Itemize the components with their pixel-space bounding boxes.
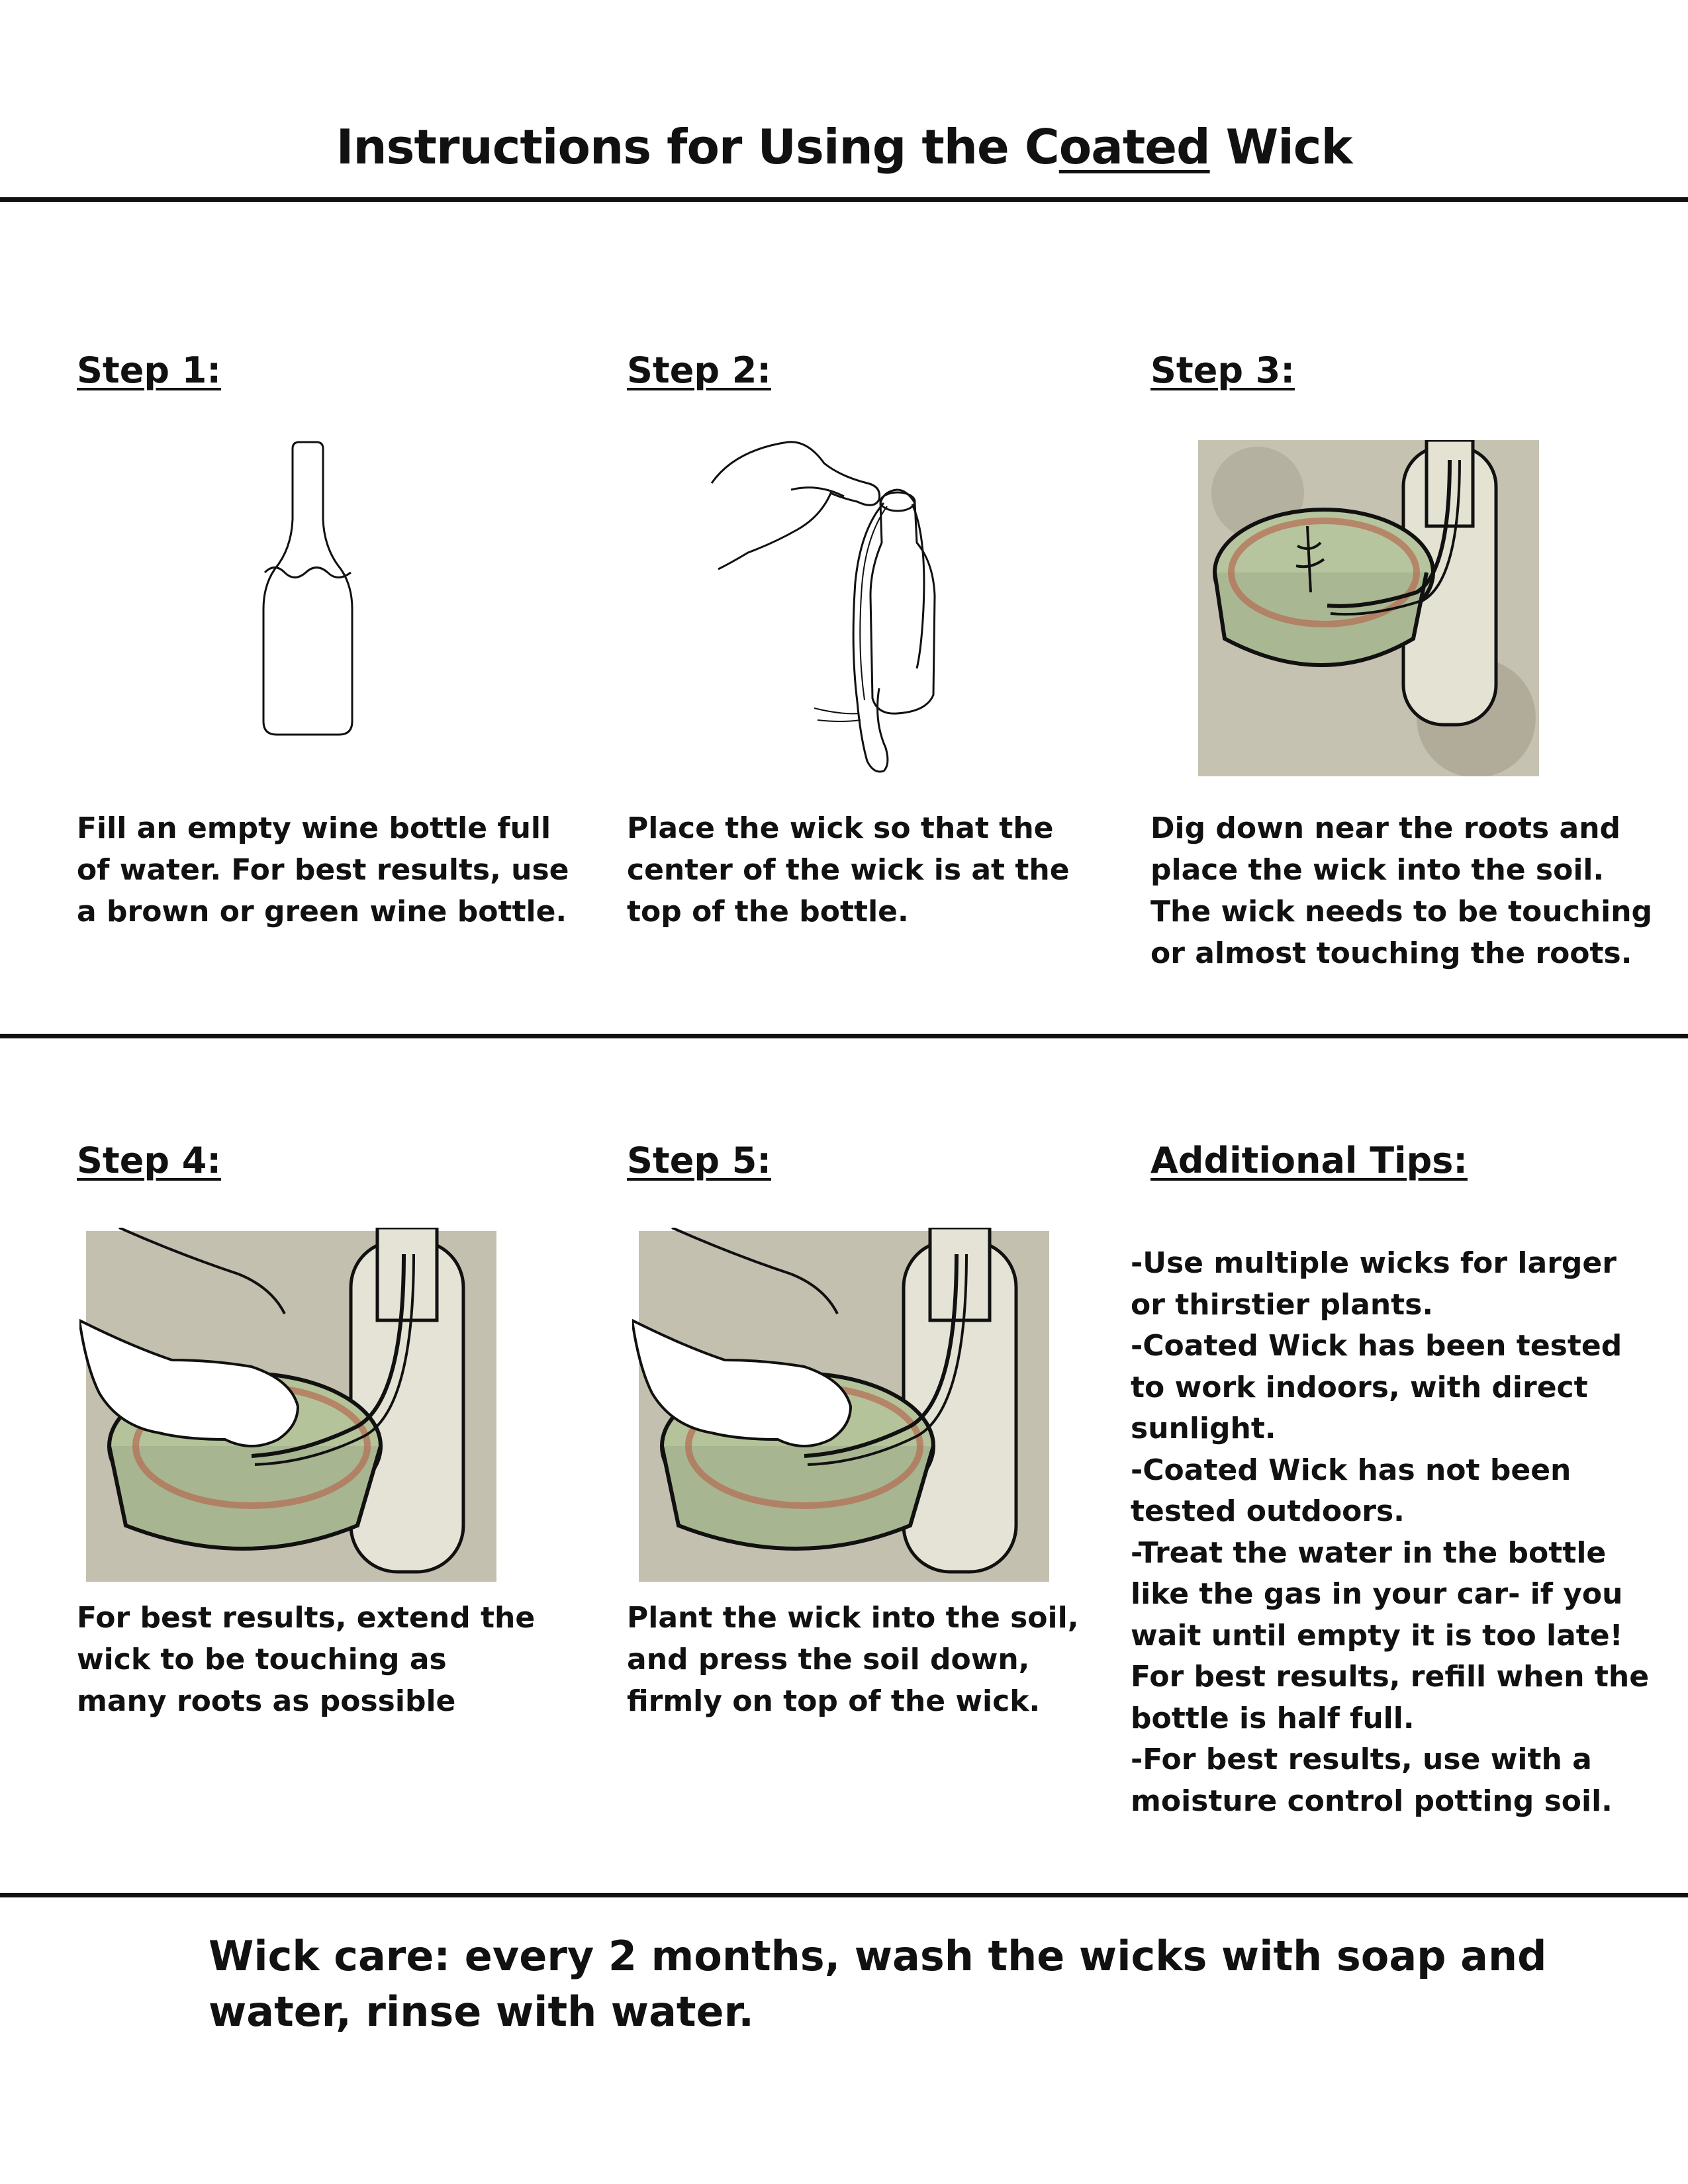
- step-4-heading: Step 4:: [77, 1140, 221, 1181]
- divider-top: [0, 197, 1688, 202]
- hand-extending-wick-photo: [79, 1228, 500, 1585]
- step-2-heading: Step 2:: [627, 349, 771, 391]
- step-2-description: Place the wick so that the center of the wick is at the top of the bottle.: [627, 811, 1070, 929]
- step-5-description: Plant the wick into the soil, and press the soil down, firmly on top of the wick.: [627, 1601, 1079, 1718]
- tip-item: -Use multiple wicks for larger or thirstier plants.: [1131, 1246, 1617, 1322]
- additional-tips-heading: Additional Tips:: [1150, 1140, 1468, 1181]
- title-text-start: Instructions for Using the C: [336, 119, 1059, 175]
- step-4-description: For best results, extend the wick to be touching as many roots as possible: [77, 1601, 536, 1718]
- step-1-description: Fill an empty wine bottle full of water. For best results, use a brown or green wine bottle.: [77, 811, 569, 929]
- wine-bottle-illustration: [252, 437, 364, 741]
- step-5-heading: Step 5:: [627, 1140, 771, 1181]
- title-text-end: Wick: [1209, 119, 1352, 175]
- tip-item: -For best results, use with a moisture control potting soil.: [1131, 1743, 1613, 1818]
- additional-tips-list: [1131, 1243, 1654, 1822]
- page-title: [0, 119, 1688, 175]
- wick-in-soil-photo: [1198, 440, 1539, 776]
- hand-pressing-soil-photo: [632, 1228, 1053, 1585]
- divider-bottom: [0, 1893, 1688, 1897]
- tip-item: -Treat the water in the bottle like the gas in your car- if you wait until empty it is too late! For best results, refill when the bottle is half full.: [1131, 1535, 1650, 1735]
- hand-wick-bottle-illustration: [708, 437, 993, 781]
- tip-item: -Coated Wick has not been tested outdoors.: [1131, 1453, 1571, 1528]
- title-underlined-text: oated: [1058, 119, 1210, 175]
- step-3-heading: Step 3:: [1150, 349, 1295, 391]
- step-3-description: Dig down near the roots and place the wick into the soil. The wick needs to be touching or almost touching the roots.: [1150, 811, 1653, 970]
- divider-middle: [0, 1034, 1688, 1038]
- step-1-heading: Step 1:: [77, 349, 221, 391]
- tip-item: -Coated Wick has been tested to work indoors, with direct sunlight.: [1131, 1329, 1622, 1445]
- wick-care-note: Wick care: every 2 months, wash the wicks with soap and water, rinse with water.: [209, 1932, 1547, 2036]
